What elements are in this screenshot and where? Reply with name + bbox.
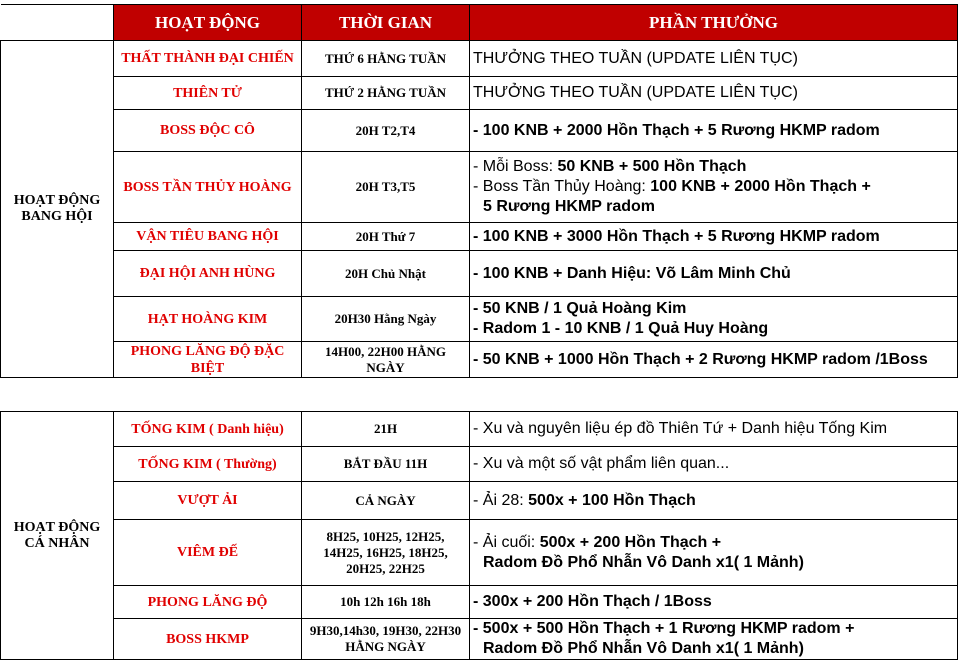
- activity-time: 8H25, 10H25, 12H25, 14H25, 16H25, 18H25, 20H25, 22H25: [302, 520, 470, 586]
- activity-time: BẮT ĐẦU 11H: [302, 447, 470, 482]
- activity-reward: - 50 KNB + 1000 Hồn Thạch + 2 Rương HKMP radom /1Boss: [470, 342, 958, 378]
- table-row: [1, 342, 958, 378]
- activity-reward: - 500x + 500 Hồn Thạch + 1 Rương HKMP radom + Radom Đồ Phổ Nhẫn Vô Danh x1( 1 Mảnh): [470, 619, 958, 660]
- activity-reward: THƯỞNG THEO TUẦN (UPDATE LIÊN TỤC): [470, 77, 958, 110]
- activity-reward: - Ải 28: 500x + 100 Hồn Thạch: [470, 482, 958, 520]
- activity-reward: - 300x + 200 Hồn Thạch / 1Boss: [470, 586, 958, 619]
- activity-reward: - 100 KNB + 3000 Hồn Thạch + 5 Rương HKMP radom: [470, 223, 958, 251]
- activity-name: THIÊN TỬ: [114, 77, 302, 110]
- table-row: [1, 447, 958, 482]
- activity-time: 20H T2,T4: [302, 110, 470, 152]
- table-row: [1, 223, 958, 251]
- group-label-guild: HOẠT ĐỘNG BANG HỘI: [1, 41, 114, 378]
- table-row: [1, 482, 958, 520]
- activity-reward: - Xu và nguyên liệu ép đồ Thiên Tứ + Danh hiệu Tống Kim: [470, 412, 958, 447]
- activity-name: BOSS HKMP: [114, 619, 302, 660]
- table-row: [1, 619, 958, 660]
- activity-name: TỐNG KIM ( Danh hiệu): [114, 412, 302, 447]
- activity-time: 10h 12h 16h 18h: [302, 586, 470, 619]
- table-row: [1, 297, 958, 342]
- header-reward: PHẦN THƯỞNG: [470, 5, 958, 41]
- activity-time: 20H30 Hằng Ngày: [302, 297, 470, 342]
- activity-time: CẢ NGÀY: [302, 482, 470, 520]
- activity-name: ĐẠI HỘI ANH HÙNG: [114, 251, 302, 297]
- guild-activities-table: [0, 4, 958, 378]
- activity-reward: - 50 KNB / 1 Quả Hoàng Kim - Radom 1 - 10 KNB / 1 Quả Huy Hoàng: [470, 297, 958, 342]
- activity-name: HẠT HOÀNG KIM: [114, 297, 302, 342]
- activity-reward: THƯỞNG THEO TUẦN (UPDATE LIÊN TỤC): [470, 41, 958, 77]
- activity-reward: - 100 KNB + 2000 Hồn Thạch + 5 Rương HKMP radom: [470, 110, 958, 152]
- personal-activities-table: [0, 411, 958, 660]
- table-row: [1, 152, 958, 223]
- activity-reward: - Mỗi Boss: 50 KNB + 500 Hồn Thạch - Boss Tần Thủy Hoàng: 100 KNB + 2000 Hồn Thạch + 5 Rương HKMP radom: [470, 152, 958, 223]
- group-label-personal: HOẠT ĐỘNG CÁ NHÂN: [1, 412, 114, 660]
- activity-time: 9H30,14h30, 19H30, 22H30 HẰNG NGÀY: [302, 619, 470, 660]
- corner-cell: [1, 5, 114, 41]
- activity-time: 20H T3,T5: [302, 152, 470, 223]
- activity-name: VẬN TIÊU BANG HỘI: [114, 223, 302, 251]
- table-row: [1, 77, 958, 110]
- activity-name: TỐNG KIM ( Thường): [114, 447, 302, 482]
- activity-time: THỨ 2 HẰNG TUẦN: [302, 77, 470, 110]
- activity-time: 20H Chủ Nhật: [302, 251, 470, 297]
- table-row: [1, 520, 958, 586]
- activity-time: 14H00, 22H00 HẰNG NGÀY: [302, 342, 470, 378]
- activity-name: PHONG LĂNG ĐỘ ĐẶC BIỆT: [114, 342, 302, 378]
- activity-reward: - Xu và một số vật phẩm liên quan...: [470, 447, 958, 482]
- table-row: [1, 412, 958, 447]
- activity-name: VƯỢT ẢI: [114, 482, 302, 520]
- activity-name: BOSS ĐỘC CÔ: [114, 110, 302, 152]
- activity-reward: - Ải cuối: 500x + 200 Hồn Thạch + Radom Đồ Phổ Nhẫn Vô Danh x1( 1 Mảnh): [470, 520, 958, 586]
- header-activity: HOẠT ĐỘNG: [114, 5, 302, 41]
- activity-time: 21H: [302, 412, 470, 447]
- table-row: [1, 110, 958, 152]
- table-row: [1, 41, 958, 77]
- activity-name: PHONG LĂNG ĐỘ: [114, 586, 302, 619]
- table-row: [1, 586, 958, 619]
- activity-time: 20H Thứ 7: [302, 223, 470, 251]
- activity-name: VIÊM ĐẾ: [114, 520, 302, 586]
- activity-name: THẤT THÀNH ĐẠI CHIẾN: [114, 41, 302, 77]
- header-time: THỜI GIAN: [302, 5, 470, 41]
- table-row: [1, 251, 958, 297]
- activity-time: THỨ 6 HẰNG TUẦN: [302, 41, 470, 77]
- activity-name: BOSS TẦN THỦY HOÀNG: [114, 152, 302, 223]
- activity-reward: - 100 KNB + Danh Hiệu: Võ Lâm Minh Chủ: [470, 251, 958, 297]
